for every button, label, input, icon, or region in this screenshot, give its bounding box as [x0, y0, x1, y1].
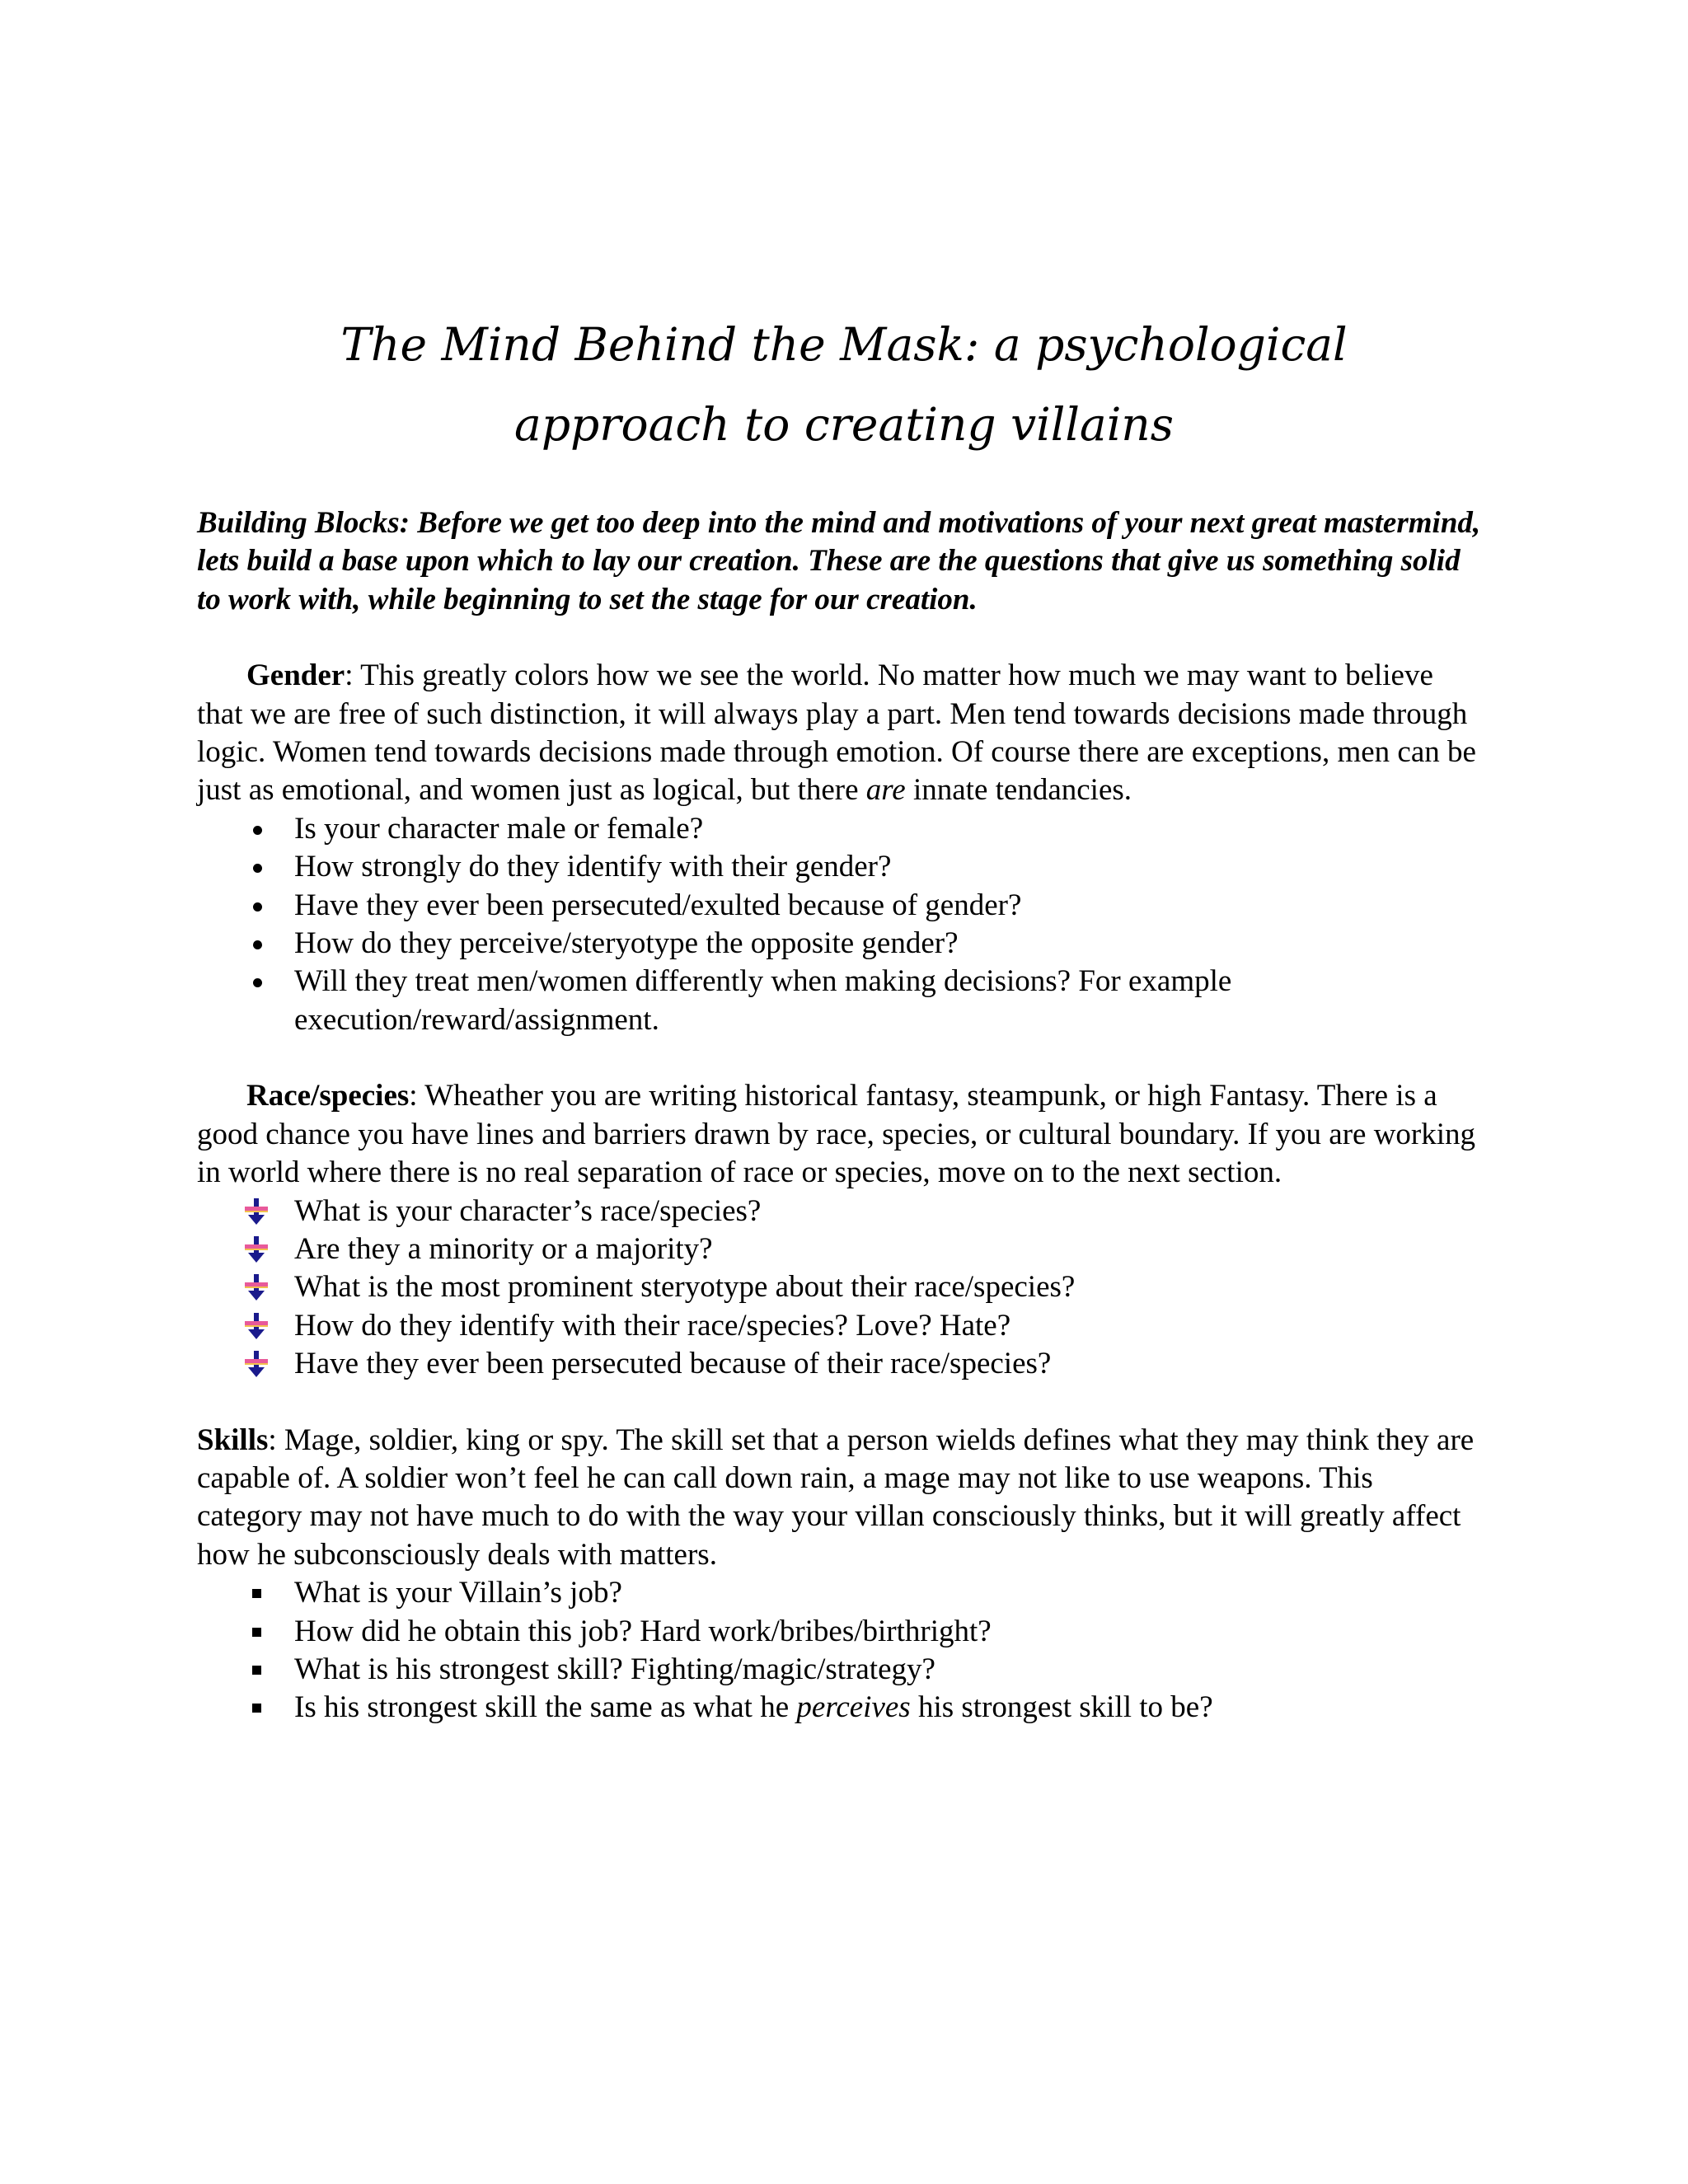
- arrow-down-bullet-icon: [243, 1193, 276, 1230]
- list-item: [294, 810, 1483, 848]
- gender-heading: Gender: [246, 658, 345, 693]
- skills-heading: Skills: [197, 1422, 269, 1457]
- list-item: [294, 1193, 1483, 1230]
- title-line-2: approach to creating villains: [514, 398, 1174, 451]
- list-item-text: Is his strongest skill the same as what he: [294, 1690, 797, 1725]
- list-item-text: What is his strongest skill? Fighting/magic/strategy?: [294, 1652, 935, 1686]
- gender-emphasis: are: [865, 773, 906, 808]
- list-item-text: What is your character’s race/species?: [294, 1193, 762, 1228]
- title-line-1: The Mind Behind the Mask: a psychological: [340, 318, 1348, 371]
- arrow-down-bullet-icon: [243, 1345, 276, 1383]
- list-item: [294, 1268, 1483, 1306]
- round-bullet-icon: [243, 925, 276, 963]
- list-item-text: How do they identify with their race/species? Love? Hate?: [294, 1308, 1011, 1343]
- list-item-text: Is your character male or female?: [294, 811, 704, 846]
- document-title: [0, 305, 1688, 465]
- spacer: [197, 619, 1483, 657]
- list-item-text: Have they ever been persecuted because of their race/species?: [294, 1347, 1052, 1381]
- arrow-down-bullet-icon: [243, 1268, 276, 1306]
- list-item: [294, 1307, 1483, 1345]
- square-bullet-icon: [243, 1689, 276, 1727]
- list-item-text: How do they perceive/steryotype the opposite gender?: [294, 926, 959, 961]
- list-item-text: How strongly do they identify with their gender?: [294, 850, 892, 884]
- list-item: [294, 1345, 1483, 1383]
- skills-paragraph: [197, 1422, 1483, 1575]
- document-body: [197, 504, 1483, 1727]
- list-item: [294, 925, 1483, 963]
- list-item: [294, 1230, 1483, 1268]
- skills-text: : Mage, soldier, king or spy. The skill set that a person wields defines what they may think they are capable of. A soldier won’t feel he can call down rain, a mage may not like to use weapons. This category may not have much to do with the way your villan consciously thinks, but it will greatly affect how he subconsciously deals with matters.: [197, 1422, 1475, 1572]
- list-item: [294, 1651, 1483, 1689]
- list-item-text: Are they a minority or a majority?: [294, 1231, 713, 1266]
- race-question-list: [197, 1193, 1483, 1384]
- list-item-text: How did he obtain this job? Hard work/bribes/birthright?: [294, 1614, 992, 1648]
- list-item: [294, 1613, 1483, 1651]
- square-bullet-icon: [243, 1651, 276, 1689]
- gender-text: : This greatly colors how we see the world. No matter how much we may want to believe that we are free of such distinction, it will always play a part. Men tend towards decisions made through logic. Women tend towards decisions made through emotion. Of course there are exceptions, men can be just as emotional, and women just as logical, but there: [197, 658, 1476, 808]
- gender-text-end: innate tendancies.: [905, 773, 1132, 808]
- gender-paragraph: [197, 657, 1483, 810]
- round-bullet-icon: [243, 810, 276, 848]
- list-item-text: What is your Villain’s job?: [294, 1576, 622, 1610]
- gender-question-list: [197, 810, 1483, 1039]
- arrow-down-bullet-icon: [243, 1307, 276, 1345]
- list-item: [294, 963, 1483, 1039]
- square-bullet-icon: [243, 1574, 276, 1612]
- list-item: [294, 848, 1483, 886]
- skills-question-list: [197, 1574, 1483, 1727]
- intro-paragraph: Building Blocks: Before we get too deep into the mind and motivations of your next great mastermind, lets build a base upon which to lay our creation. These are the questions that give us something solid to work with, while beginning to set the stage for our creation.: [197, 506, 1481, 616]
- square-bullet-icon: [243, 1613, 276, 1651]
- list-item: [294, 1689, 1483, 1727]
- list-item-emphasis: perceives: [796, 1690, 911, 1725]
- list-item-text: Will they treat men/women differently when making decisions? For example execution/reward/assignment.: [294, 964, 1232, 1037]
- list-item-text: Have they ever been persecuted/exulted because of gender?: [294, 888, 1022, 922]
- round-bullet-icon: [243, 848, 276, 886]
- round-bullet-icon: [243, 963, 276, 1001]
- arrow-down-bullet-icon: [243, 1230, 276, 1268]
- round-bullet-icon: [243, 887, 276, 925]
- list-item: [294, 1574, 1483, 1612]
- spacer: [197, 1384, 1483, 1422]
- race-text: : Wheather you are writing historical fantasy, steampunk, or high Fantasy. There is a good chance you have lines and barriers drawn by race, species, or cultural boundary. If you are working in world where there is no real separation of race or species, move on to the next section.: [197, 1079, 1476, 1190]
- race-paragraph: [197, 1077, 1483, 1192]
- race-heading: Race/species: [246, 1079, 410, 1113]
- list-item: [294, 887, 1483, 925]
- list-item-text-end: his strongest skill to be?: [910, 1690, 1213, 1725]
- spacer: [197, 1039, 1483, 1077]
- list-item-text: What is the most prominent steryotype about their race/species?: [294, 1270, 1076, 1305]
